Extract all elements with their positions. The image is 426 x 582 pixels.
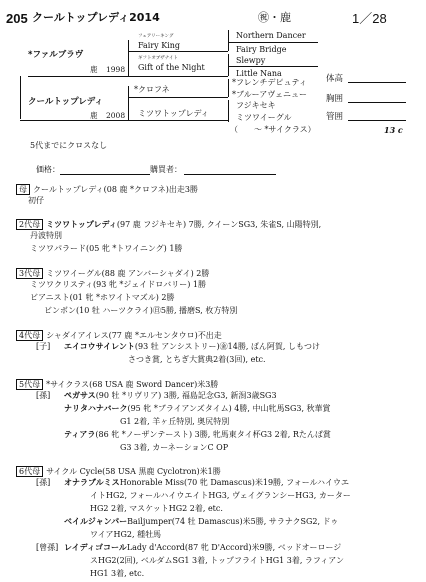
sire-color: 鹿 [90,65,98,74]
inbreed-line: （ ～ *サイクラス） [230,125,316,134]
gen4-record: シャダイアイレス(77 鹿 *エルセンタウロ)不出走 [46,331,222,340]
gen5-title [16,379,218,390]
gen5-c-record: (86 牝 *ノーザンテースト) 3勝, 牝馬東タイ杯G3 2着, Rたんぱ賞 [95,430,331,439]
catalog-number: 205 [6,11,28,26]
gen6-record: サイクル Cycle(58 USA 黒鹿 Cyclotron)米1勝 [46,467,221,476]
sdam-dam: Little Nana [236,69,282,78]
gen6-entry-c [36,544,341,552]
gen3-record: ミツワイーグル(88 鹿 アンバーシャダイ) 2勝 [46,269,210,278]
cross-note: 5代までにクロスなし [30,141,108,150]
gen6-subtag2: [曾孫] [36,543,59,552]
dsire-sire: *フレンチデピュティ [232,78,307,87]
sire-year: 1998 [106,65,126,74]
chest-field[interactable] [348,102,406,103]
sdam-sire: Slewpy [236,56,266,65]
gen4-title [16,330,222,341]
gen5-tag: 5代母 [16,379,43,390]
dam-record: クールトップレディ(08 鹿 *クロフネ)出走3勝 [33,185,198,194]
sire-name: *ファルブラヴ [28,50,84,60]
gen2-tag: 2代母 [16,219,43,230]
gen6-a-record-cont2: HG2 2着, マスケットHG2 2着, etc. [90,504,223,513]
dam-section-title [16,184,198,195]
gen5-b-record-cont: G1 2着, 羊ヶ丘特別, 奥尻特別 [120,417,230,426]
sire-dam: Gift of the Night [138,63,205,72]
gen5-c-record-cont: G3 3着, カーネーションC OP [120,443,229,452]
dam-color: 鹿 [90,111,98,120]
gen6-subtag: [孫] [36,478,51,487]
gen2-record: (97 鹿 フジキセキ) 7勝, クイーンSG3, 朱雀S, 山陽特別, [116,220,322,229]
gen6-c-record-cont: スHG2(2回), ベルダムSG1 3着, トップフライトHG1 3着, ラフィアン [90,556,344,565]
gen5-entry-b [64,405,331,413]
gen3-offspring-2: ビアニスト(01 牝 *ホワイトマズル) 2勝 [30,293,175,302]
price-label: 価格： [36,165,60,174]
ssire-sire: Northern Dancer [236,31,306,40]
inbreed-value: 13 c [384,125,403,135]
gen5-b-record: (95 牝 *ブライアンズタイム) 4勝, 中山牝馬SG3, 秋華賞 [127,404,331,413]
page-number: 1／28 [352,11,387,26]
gen5-entry-a [36,392,277,400]
gen6-b-name: ベイルジャンパー [64,517,128,526]
gen6-c-record: Lady d'Accord(87 牝 D'Accord)米9勝, ベッドオーロージ [126,543,342,552]
height-field[interactable] [348,82,406,83]
gen6-a-record: Honorable Miss(70 牝 Damascus)米19勝, フォールハイウエ [119,478,349,487]
dam-name: クールトップレディ [28,97,104,107]
ddam-sire: フジキセキ [236,101,276,110]
gen5-a-record: (90 牡 *リヴリア) 3勝, 福島記念G3, 新潟3歳SG3 [95,391,277,400]
sire-sire-ruby: フェアリーキング [138,34,174,39]
buyer-label: 購買者： [150,165,182,174]
sex-color: ㊗・鹿 [258,11,291,24]
chest-label: 胸囲 [326,94,344,104]
sire-sire: Fairy King [138,41,181,50]
gen5-record: *サイクラス(68 USA 鹿 Sword Dancer)米3勝 [46,380,219,389]
gen2-name: ミツワトップレディ [46,220,117,229]
dsire-dam: *ブルーアヴェニュー [232,90,307,99]
gen6-b-record: Bailjumper(74 牡 Damascus)米5勝, サラナクSG2, ドゥ [127,517,339,526]
dam-dam: ミツワトップレディ [138,109,209,118]
gen6-entry-b [64,518,338,526]
gen6-a-name: オナラブルミス [64,478,120,487]
gen5-c-name: ティアラ [64,430,96,439]
horse-name: クールトップレディ2014 [32,11,160,24]
gen2-offspring: ミツワパラード(05 牝 *トワイニング) 1勝 [30,244,183,253]
height-label: 体高 [326,74,344,84]
gen4-horse-record-cont: さつき賞, とちぎ大賞典2着(3回), etc. [128,355,266,364]
gen6-a-record-cont: イトHG2, フォールハイウエイトHG3, ヴェイグランシーHG3, カーター [90,491,351,500]
dam-tag: 母 [16,184,30,195]
sire-dam-ruby: ギフトオブザナイト [138,56,178,61]
gen4-subtag: [子] [36,342,51,351]
gen3-offspring-3: ビンボン(10 牡 ハーツクライ)㊐5勝, 播磨S, 枚方特別 [44,306,238,315]
dam-progeny-note: 初仔 [28,196,44,205]
buyer-field[interactable] [184,174,276,175]
gen6-title [16,466,221,477]
gen3-offspring-1: ミツワクリスティ(93 牝 *ジェイドロバリー) 1勝 [30,280,207,289]
gen6-entry-a [36,479,349,487]
gen2-record-cont: 丹波特別 [30,231,62,240]
gen4-horse-name: エイコウサイレント [64,342,135,351]
gen5-subtag: [孫] [36,391,51,400]
gen6-tag: 6代母 [16,466,43,477]
gen6-b-record-cont: ワイアHG2, 種牡馬 [90,530,162,539]
dam-sire: *クロフネ [134,85,170,94]
gen4-tag: 4代母 [16,330,43,341]
gen3-title [16,268,209,279]
gen2-title [16,219,321,230]
gen5-a-name: ペガサス [64,391,96,400]
gen6-c-name: レイディゴコール [64,543,127,552]
gen5-b-name: ナリタハナバーク [64,404,128,413]
dam-year: 2008 [106,111,126,120]
price-field[interactable] [60,174,150,175]
ddam-dam: ミツワイーグル [236,113,292,122]
gen4-entry [36,343,320,351]
gen4-horse-record: (93 牡 アンシストリー)㊎14勝, ばん阿賀, しもつけ [134,342,321,351]
gen6-c-record-cont2: HG1 3着, etc. [90,569,145,578]
gen3-tag: 3代母 [16,268,43,279]
cannon-label: 管囲 [326,112,344,122]
gen5-entry-c [64,431,331,439]
ssire-dam: Fairy Bridge [236,45,287,54]
cannon-field[interactable] [348,120,406,121]
